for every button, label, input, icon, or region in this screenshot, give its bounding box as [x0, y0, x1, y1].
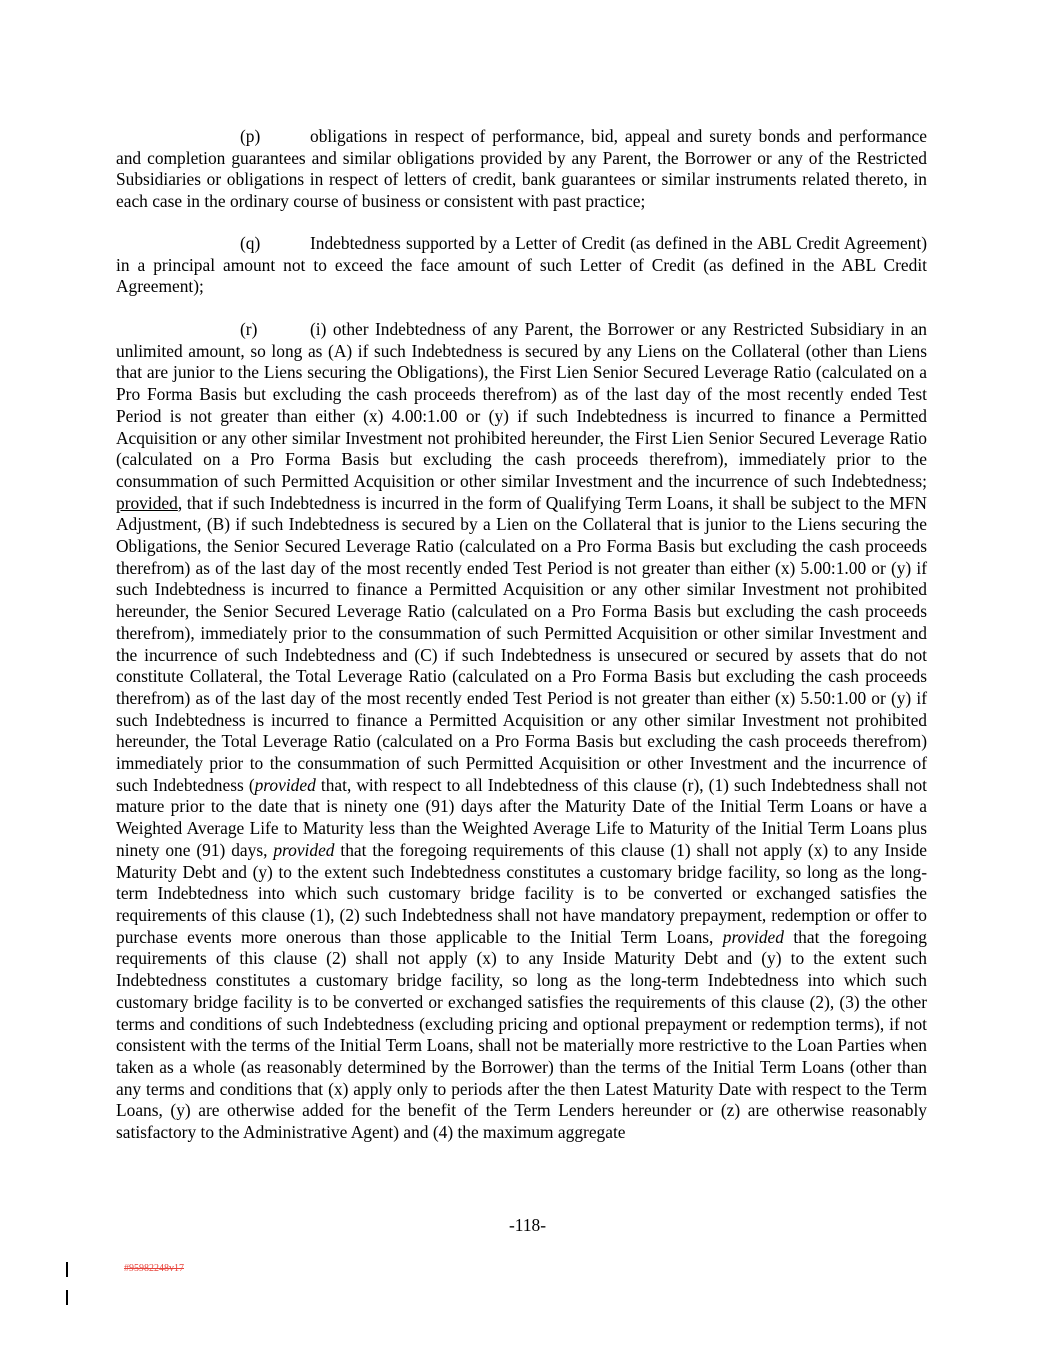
clause-q-paragraph [116, 233, 927, 298]
clause-r-label: (r) [240, 319, 258, 339]
revision-bar [66, 1262, 68, 1277]
clause-r-text-3: that, with respect to all Indebtedness of this clause (r), (1) such Indebtedness shall not mature prior to the date that is ninety one (91) days after the Maturity Date of the Initial Term Loans or have a Weighted Average Life to Maturity less than the Weighted Average Life to Maturity of the Initial Term Loans plus ninety one (91) days, [116, 774, 927, 860]
clause-p-text: obligations in respect of performance, bid, appeal and surety bonds and performance and completion guarantees and similar obligations provided by any Parent, the Borrower or any of the Restricted Subsidiaries or obligations in respect of letters of credit, bank guarantees or similar instruments related thereto, in each case in the ordinary course of business or consistent with past practice; [116, 126, 927, 212]
revision-bar [66, 1290, 68, 1305]
clause-r-text-4: that the foregoing requirements of this clause (1) shall not apply (x) to any Inside Maturity Debt and (y) to the extent such Indebtedness constitutes a customary bridge facility, so long as the long-term Indebtedness into which such customary bridge facility is to be converted or exchanged satisfies the requirements of this clause (1), (2) such Indebtedness shall not have mandatory prepayment, redemption or offer to purchase events more onerous than those applicable to the Initial Term Loans, [116, 839, 927, 947]
clause-q-label: (q) [240, 233, 261, 253]
clause-p-paragraph [116, 126, 927, 213]
clause-q-text: Indebtedness supported by a Letter of Credit (as defined in the ABL Credit Agreement) in a principal amount not to exceed the face amount of such Letter of Credit (as defined in the ABL Credit Agreement); [116, 233, 927, 297]
clause-p-label: (p) [240, 126, 261, 146]
clause-r-paragraph [116, 319, 927, 1144]
clause-r-text-2: , that if such Indebtedness is incurred in the form of Qualifying Term Loans, it shall be subject to the MFN Adjustment, (B) if such Indebtedness is secured by a Lien on the Collateral that is junior to the Liens securing the Obligations, the Senior Secured Leverage Ratio (calculated on a Pro Forma Basis but excluding the cash proceeds therefrom) as of the last day of the most recently ended Test Period is not greater than either (x) 5.00:1.00 or (y) if such Indebtedness is incurred to finance a Permitted Acquisition or any other similar Investment not prohibited hereunder, the Senior Secured Leverage Ratio (calculated on a Pro Forma Basis but excluding the cash proceeds therefrom), immediately prior to the consummation of such Permitted Acquisition or other similar Investment and the incurrence of such Indebtedness and (C) if such Indebtedness is unsecured or secured by assets that do not constitute Collateral, the Total Leverage Ratio (calculated on a Pro Forma Basis but excluding the cash proceeds therefrom) as of the last day of the most recently ended Test Period is not greater than either (x) 5.50:1.00 or (y) if such Indebtedness is incurred to finance a Permitted Acquisition or any other similar Investment not prohibited hereunder, the Total Leverage Ratio (calculated on a Pro Forma Basis but excluding the cash proceeds therefrom) immediately prior to the consummation of such Permitted Acquisition or other Investment and the incurrence of such Indebtedness ( [116, 492, 927, 795]
provided-italic-2: provided [273, 839, 335, 860]
provided-italic-1: provided [254, 774, 316, 795]
provided-underlined: provided [116, 492, 178, 513]
clause-r-text-1: (i) other Indebtedness of any Parent, the Borrower or any Restricted Subsidiary in an unlimited amount, so long as (A) if such Indebtedness is secured by any Liens on the Collateral (other than Liens that are junior to the Liens securing the Obligations), the First Lien Senior Secured Leverage Ratio (calculated on a Pro Forma Basis but excluding the cash proceeds therefrom) as of the last day of the most recently ended Test Period is not greater than either (x) 4.00:1.00 or (y) if such Indebtedness is incurred to finance a Permitted Acquisition or any other similar Investment not prohibited hereunder, the First Lien Senior Secured Leverage Ratio (calculated on a Pro Forma Basis but excluding the cash proceeds therefrom), immediately prior to the consummation of such Permitted Acquisition or other similar Investment and the incurrence of such Indebtedness; [116, 319, 927, 491]
provided-italic-3: provided [722, 926, 784, 947]
document-id: #95982248v17 [124, 1263, 184, 1274]
page-number: -118- [508, 1215, 547, 1235]
clause-r-text-5: that the foregoing requirements of this clause (2) shall not apply (x) to any Inside Maturity Debt and (y) to the extent such Indebtedness constitutes a customary bridge facility, so long as the long-term Indebtedness into which such customary bridge facility is to be converted or exchanged satisfies the requirements of this clause (2), (3) the other terms and conditions of such Indebtedness (excluding pricing and optional prepayment or redemption terms), if not consistent with the terms of the Initial Term Loans, shall not be materially more restrictive to the Loan Parties when taken as a whole (as reasonably determined by the Borrower) than the terms of the Initial Term Loans (other than any terms and conditions that (x) apply only to periods after the then Latest Maturity Date with respect to the Term Loans, (y) are otherwise added for the benefit of the Term Lenders hereunder or (z) are otherwise reasonably satisfactory to the Administrative Agent) and (4) the maximum aggregate [116, 926, 927, 1143]
